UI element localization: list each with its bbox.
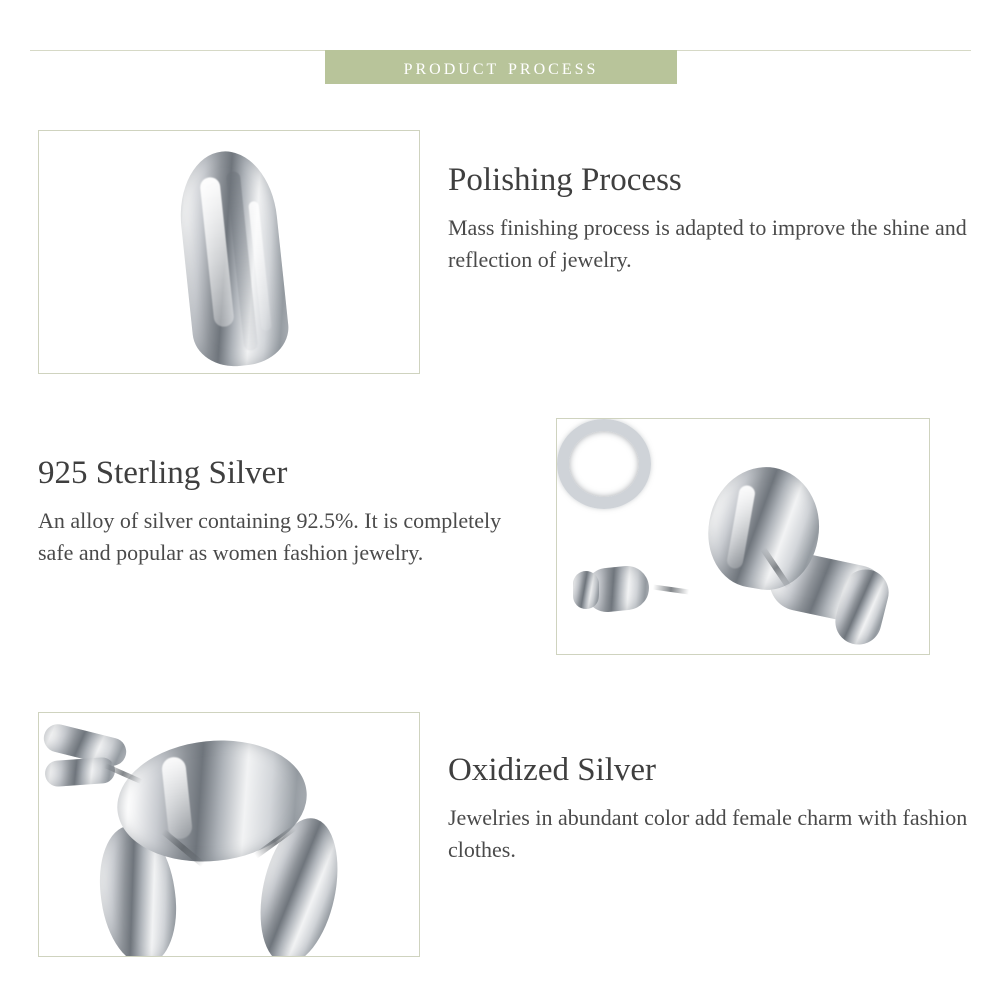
oxidized-silver-title: Oxidized Silver (448, 752, 657, 788)
section-title-text: product process (403, 54, 599, 79)
sterling-silver-body: An alloy of silver containing 92.5%. It is completely safe and popular as women fashion jewelry. (38, 508, 502, 566)
oxidized-silver-artwork (39, 713, 419, 956)
oxidized-silver-image (38, 712, 420, 957)
jump-ring-hole (793, 447, 835, 485)
oxidized-silver-body: Jewelries in abundant color add female charm with fashion clothes. (448, 805, 968, 863)
polishing-process-title: Polishing Process (448, 162, 682, 198)
oxidized-seam-line (653, 585, 689, 595)
polishing-process-text (448, 162, 988, 276)
jump-ring-icon (557, 419, 651, 509)
sterling-silver-text (38, 455, 538, 569)
sterling-silver-title: 925 Sterling Silver (38, 455, 288, 491)
page-header (0, 0, 1001, 100)
sterling-silver-artwork (557, 419, 929, 654)
polishing-process-image (38, 130, 420, 374)
section-title-badge (325, 50, 677, 84)
sterling-silver-image (556, 418, 930, 655)
oxidized-silver-text (448, 752, 968, 866)
polishing-process-body: Mass finishing process is adapted to improve the shine and reflection of jewelry. (448, 215, 967, 273)
dog-snout-tip-shape (573, 571, 599, 609)
polishing-process-artwork (39, 131, 419, 373)
dog-front-leg-shape (44, 757, 116, 788)
